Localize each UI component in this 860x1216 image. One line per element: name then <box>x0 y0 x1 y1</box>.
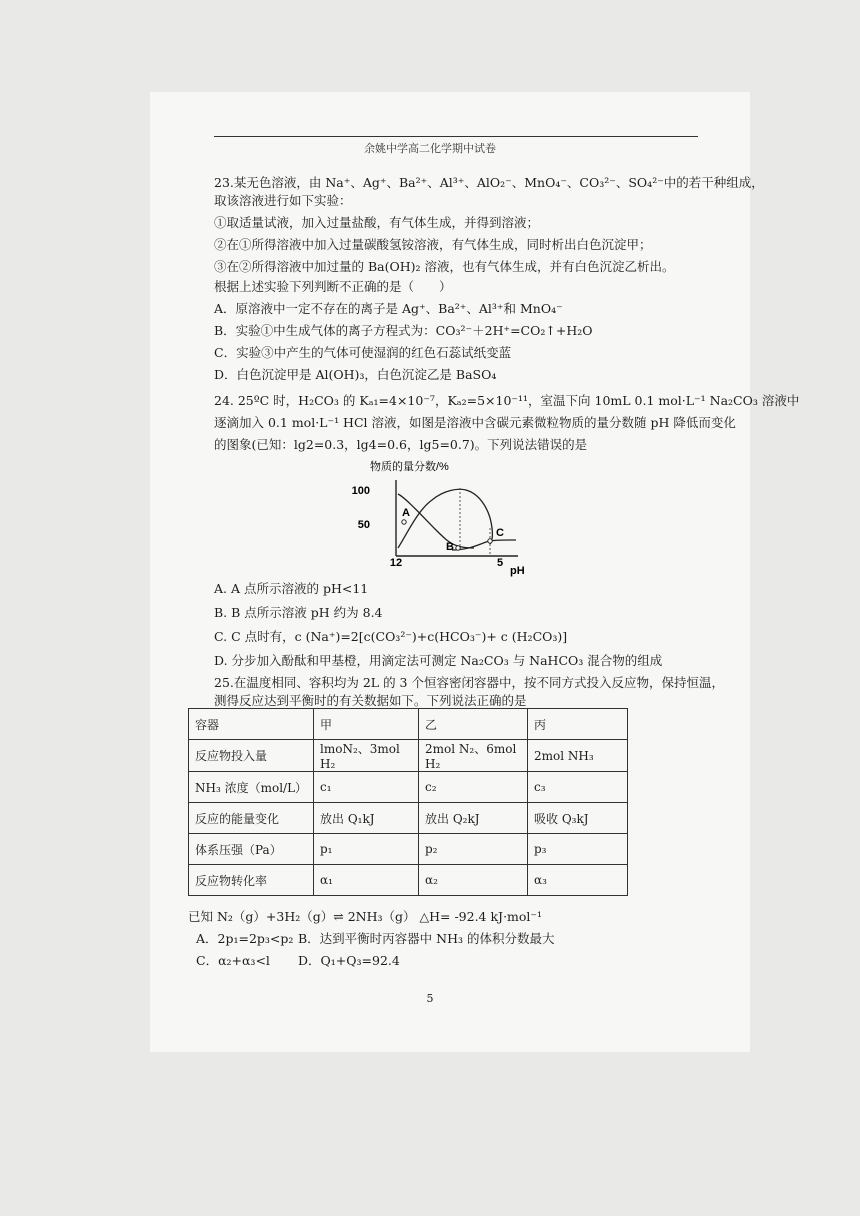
table-header-cell: 甲 <box>314 709 419 740</box>
table-header-cell: 容器 <box>189 709 314 740</box>
speciation-chart <box>340 458 540 582</box>
table-row <box>189 740 628 772</box>
q24-line2: 逐滴加入 0.1 mol·L⁻¹ HCl 溶液，如图是溶液中含碳元素微粒物质的量分数随 pH 降低而变化 <box>214 415 736 430</box>
point-c <box>488 539 492 543</box>
carbonate-curve <box>398 494 474 548</box>
q25-option-a: A．2p₁=2p₃<p₂ <box>196 931 294 946</box>
table-cell: p₁ <box>314 834 419 865</box>
q23-option-b: B．实验①中生成气体的离子方程式为：CO₃²⁻＋2H⁺=CO₂↑+H₂O <box>214 323 593 338</box>
x-tick-12: 12 <box>389 557 403 569</box>
table-cell: 反应物投入量 <box>189 740 314 772</box>
table-cell: c₁ <box>314 772 419 803</box>
q23-line1: 23.某无色溶液，由 Na⁺、Ag⁺、Ba²⁺、Al³⁺、AlO₂⁻、MnO₄⁻、CO₃²⁻、SO₄²⁻中的若干种组成， <box>214 175 764 190</box>
table-cell: α₁ <box>314 865 419 896</box>
q25-known: 已知 N₂（g）+3H₂（g）⇌ 2NH₃（g） △H= -92.4 kJ·mol⁻¹ <box>188 909 543 924</box>
table-cell: 2mol N₂、6mol H₂ <box>419 740 528 772</box>
point-b-label: B <box>446 541 454 553</box>
table-cell: NH₃ 浓度（mol/L） <box>189 772 314 803</box>
table-header-cell: 乙 <box>419 709 528 740</box>
table-cell: 反应的能量变化 <box>189 803 314 834</box>
table-cell: α₃ <box>528 865 628 896</box>
table-cell: 吸收 Q₃kJ <box>528 803 628 834</box>
q24-line1: 24. 25ºC 时，H₂CO₃ 的 Kₐ₁=4×10⁻⁷，Kₐ₂=5×10⁻¹¹，室温下向 10mL 0.1 mol·L⁻¹ Na₂CO₃ 溶液中 <box>214 393 800 408</box>
equilibrium-table <box>188 708 628 896</box>
page-header: 余姚中学高二化学期中试卷 <box>364 142 496 155</box>
table-cell: α₂ <box>419 865 528 896</box>
y-tick-100: 100 <box>351 485 370 497</box>
table-cell: 放出 Q₂kJ <box>419 803 528 834</box>
q25-option-d: D．Q₁+Q₃=92.4 <box>298 953 400 968</box>
q23-step1: ①取适量试液，加入过量盐酸，有气体生成，并得到溶液； <box>214 215 540 230</box>
carbonic-acid-curve <box>452 540 516 550</box>
q24-line3: 的图象(已知：lg2=0.3，lg4=0.6，lg5=0.7)。下列说法错误的是 <box>214 437 588 452</box>
point-c-label: C <box>496 527 504 539</box>
table-cell: c₃ <box>528 772 628 803</box>
q25-option-c: C．α₂+α₃<l <box>196 953 270 968</box>
table-cell: 2mol NH₃ <box>528 740 628 772</box>
point-b <box>456 546 460 550</box>
y-tick-50: 50 <box>357 519 370 531</box>
table-row <box>189 709 628 740</box>
q23-option-a: A．原溶液中一定不存在的离子是 Ag⁺、Ba²⁺、Al³⁺和 MnO₄⁻ <box>214 301 563 316</box>
q25-line1: 25.在温度相同、容积均为 2L 的 3 个恒容密闭容器中，按不同方式投入反应物，保持恒温， <box>214 675 724 690</box>
q23-option-d: D．白色沉淀甲是 Al(OH)₃，白色沉淀乙是 BaSO₄ <box>214 367 497 382</box>
q24-option-c: C. C 点时有，c (Na⁺)=2[c(CO₃²⁻)+c(HCO₃⁻)+ c (H₂CO₃)] <box>214 629 568 644</box>
header-rule <box>214 136 698 137</box>
table-header-cell: 丙 <box>528 709 628 740</box>
y-axis-label: 物质的量分数/% <box>370 461 449 473</box>
table-cell: lmoN₂、3mol H₂ <box>314 740 419 772</box>
table-row <box>189 865 628 896</box>
q23-line2: 取该溶液进行如下实验： <box>214 193 352 208</box>
table-cell: 放出 Q₁kJ <box>314 803 419 834</box>
q24-option-a: A. A 点所示溶液的 pH<11 <box>214 581 369 596</box>
q25-line2: 测得反应达到平衡时的有关数据如下。下列说法正确的是 <box>214 693 527 708</box>
q23-option-c: C．实验③中产生的气体可使湿润的红色石蕊试纸变蓝 <box>214 345 512 360</box>
table-row <box>189 772 628 803</box>
q23-prompt: 根据上述实验下列判断不正确的是（ ） <box>214 279 452 294</box>
x-tick-5: 5 <box>496 557 504 569</box>
table-cell: 体系压强（Pa） <box>189 834 314 865</box>
x-axis-label: pH <box>510 565 525 577</box>
page-number: 5 <box>426 992 434 1005</box>
q24-option-b: B. B 点所示溶液 pH 约为 8.4 <box>214 605 383 620</box>
q23-step3: ③在②所得溶液中加过量的 Ba(OH)₂ 溶液，也有气体生成，并有白色沉淀乙析出。 <box>214 259 675 274</box>
q25-option-b: B．达到平衡时丙容器中 NH₃ 的体积分数最大 <box>298 931 555 946</box>
table-row <box>189 803 628 834</box>
table-cell: c₂ <box>419 772 528 803</box>
q23-step2: ②在①所得溶液中加入过量碳酸氢铵溶液，有气体生成，同时析出白色沉淀甲； <box>214 237 652 252</box>
table-row <box>189 834 628 865</box>
q24-option-d: D. 分步加入酚酞和甲基橙，用滴定法可测定 Na₂CO₃ 与 NaHCO₃ 混合物的组成 <box>214 653 663 668</box>
point-a-label: A <box>402 507 410 519</box>
table-cell: 反应物转化率 <box>189 865 314 896</box>
table-cell: p₂ <box>419 834 528 865</box>
point-a <box>402 520 406 524</box>
table-cell: p₃ <box>528 834 628 865</box>
